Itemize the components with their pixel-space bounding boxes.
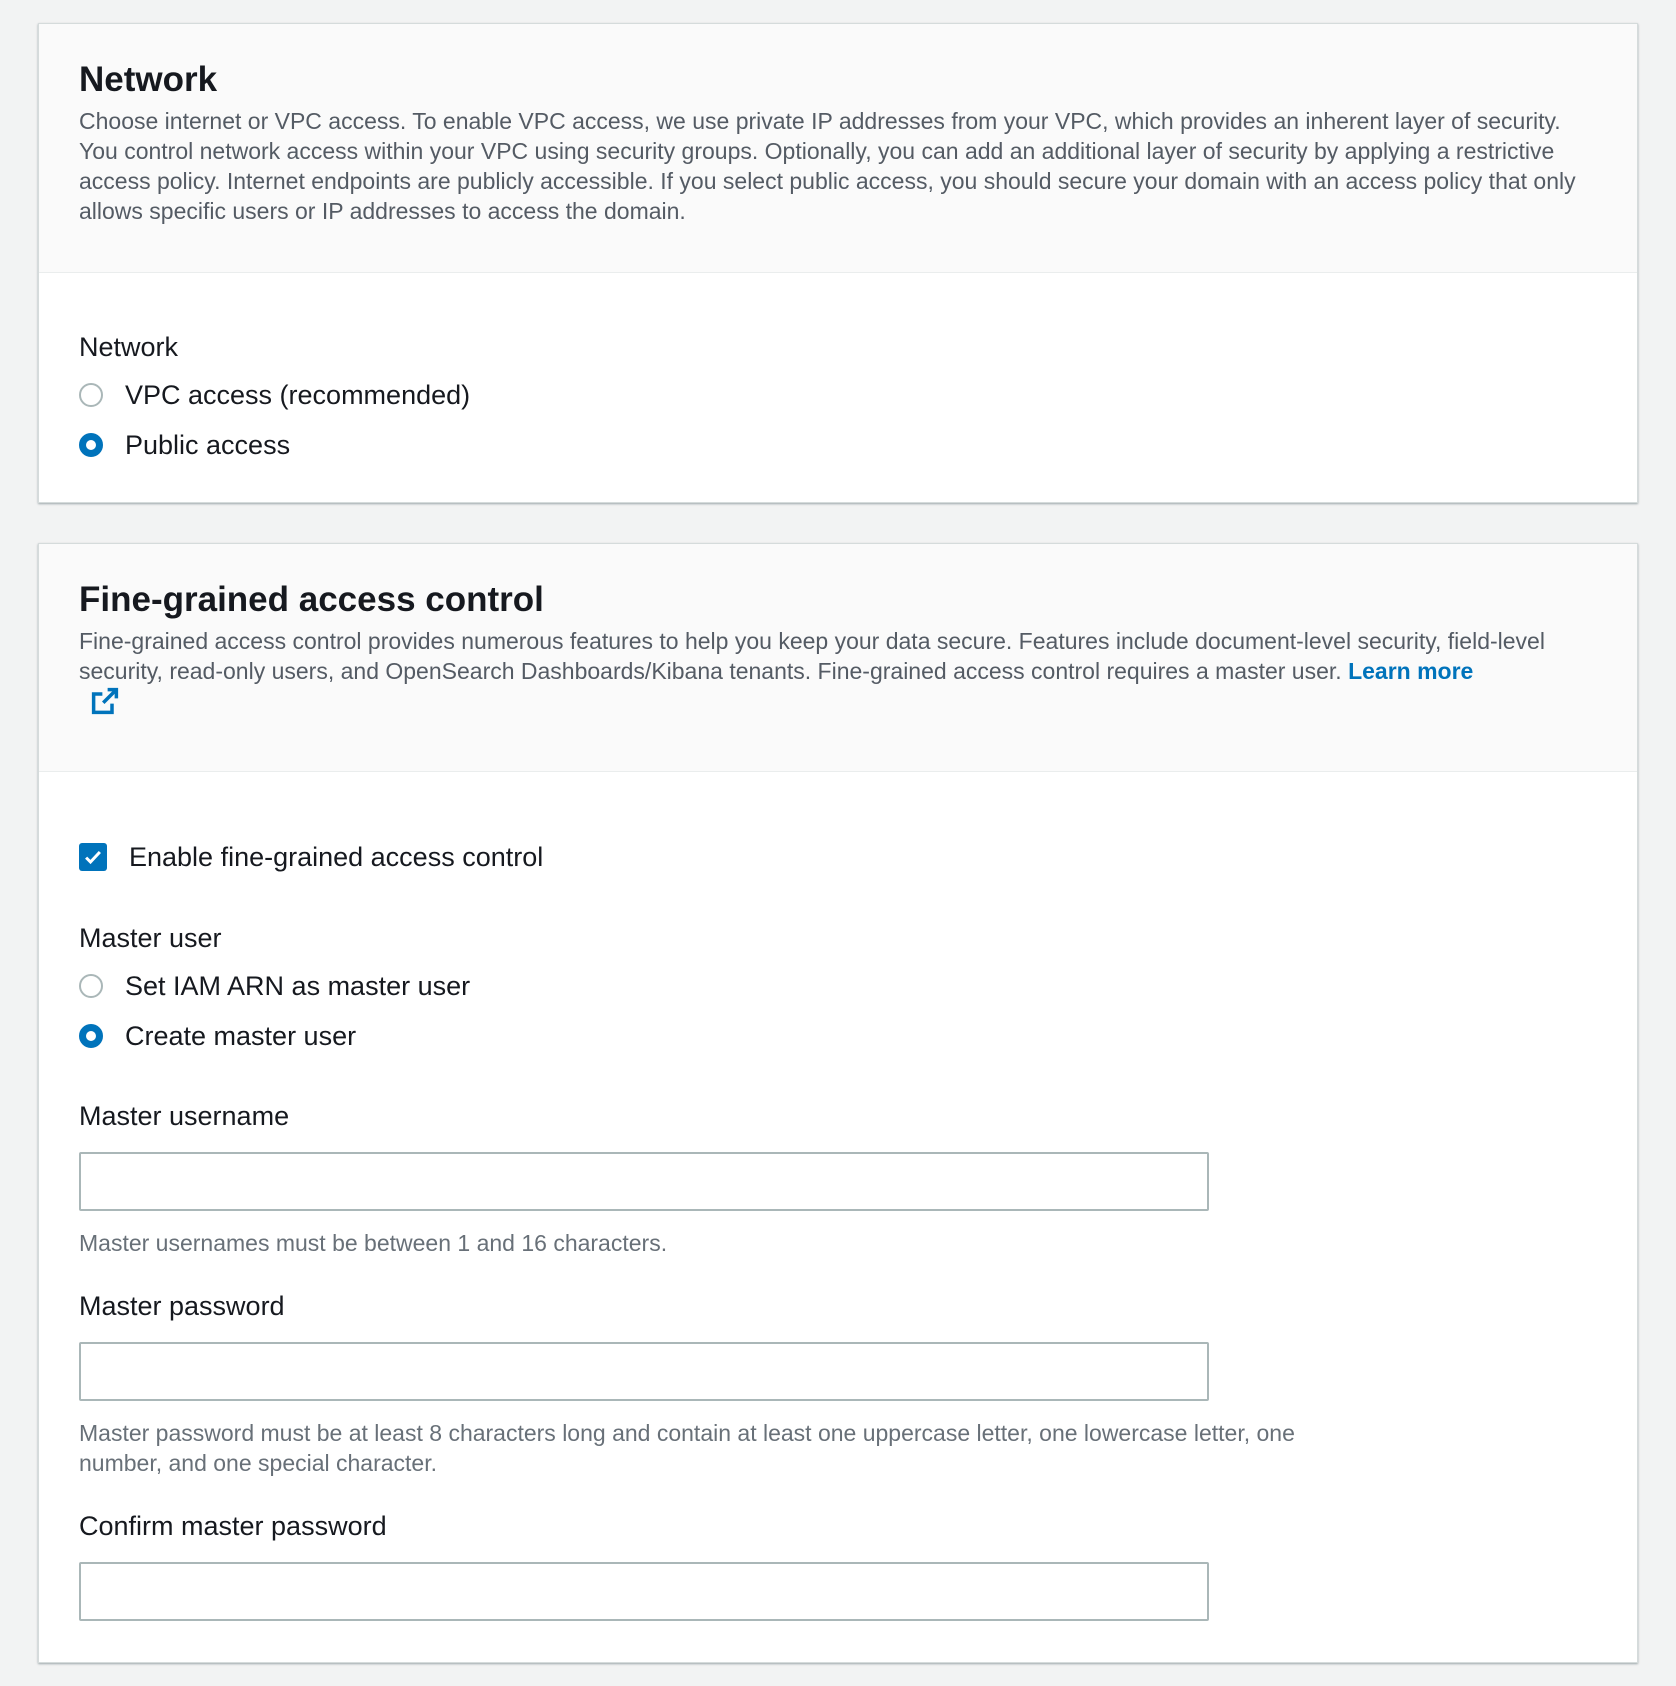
fgac-description: [79, 626, 1597, 716]
radio-create-master-user[interactable]: [79, 1018, 356, 1054]
fgac-description-text: Fine-grained access control provides numerous features to help you keep your data secure. Features include document-level security, field-level security, read-only users, and OpenSearch Dashboards/Kibana tenants. Fine-grained access control requires a master user.: [79, 628, 1545, 684]
network-panel-header: [39, 24, 1637, 273]
master-password-label: Master password: [79, 1291, 285, 1321]
fgac-panel-header: [39, 544, 1637, 772]
radio-circle-selected[interactable]: [79, 1024, 103, 1048]
radio-label: Create master user: [125, 1020, 357, 1051]
learn-more-link[interactable]: Learn more: [1348, 658, 1474, 684]
fgac-panel: [38, 543, 1638, 1663]
radio-vpc-access[interactable]: [79, 377, 470, 413]
network-panel-body: [39, 273, 1637, 503]
master-username-input[interactable]: [79, 1152, 1209, 1211]
network-description: Choose internet or VPC access. To enable VPC access, we use private IP addresses from your VPC, which provides an inherent layer of security. You control network access within your VPC using security groups. Optionally, you can add an additional layer of security by applying a restrictive access policy. Internet endpoints are publicly accessible. If you select public access, you should secure your domain with an access policy that only allows specific users or IP addresses to access the domain.: [79, 108, 1576, 224]
fgac-panel-body: [39, 772, 1637, 1662]
radio-circle[interactable]: [79, 383, 103, 407]
fgac-title: Fine-grained access control: [79, 580, 544, 619]
master-username-hint: Master usernames must be between 1 and 16 characters.: [79, 1230, 668, 1256]
radio-label: Set IAM ARN as master user: [125, 970, 471, 1001]
master-password-input[interactable]: [79, 1342, 1209, 1401]
radio-set-iam-arn[interactable]: [79, 968, 470, 1004]
confirm-password-input[interactable]: [79, 1562, 1209, 1621]
radio-public-access[interactable]: [79, 427, 290, 463]
radio-label: VPC access (recommended): [125, 379, 471, 410]
checkbox-checked[interactable]: [79, 843, 107, 871]
radio-circle[interactable]: [79, 974, 103, 998]
enable-fgac-checkbox[interactable]: [79, 839, 543, 875]
radio-label: Public access: [125, 429, 291, 460]
confirm-password-label: Confirm master password: [79, 1511, 387, 1541]
check-icon: [83, 847, 103, 867]
network-panel: [38, 23, 1638, 503]
external-link-icon[interactable]: [91, 687, 119, 715]
network-title: Network: [79, 60, 218, 99]
master-user-label: Master user: [79, 923, 222, 953]
master-password-hint: Master password must be at least 8 characters long and contain at least one uppercase letter, one lowercase letter, one number, and one special character.: [79, 1420, 1295, 1476]
master-username-label: Master username: [79, 1101, 290, 1131]
checkbox-label: Enable fine-grained access control: [129, 841, 544, 872]
network-field-label: Network: [79, 332, 179, 362]
radio-circle-selected[interactable]: [79, 433, 103, 457]
